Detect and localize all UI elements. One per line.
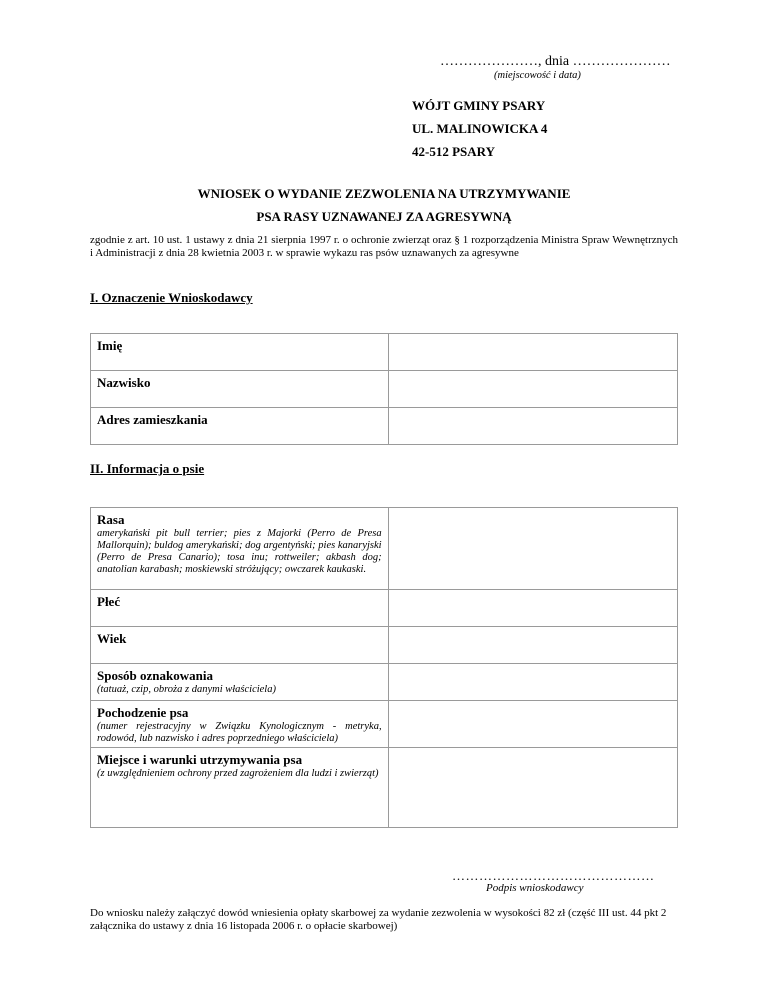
keeping-conditions-field[interactable]	[388, 748, 677, 828]
table-row	[91, 664, 678, 701]
first-name-label: Imię	[91, 334, 389, 371]
dog-info-table	[90, 507, 678, 828]
first-name-field[interactable]	[388, 334, 677, 371]
origin-label: Pochodzenie psa (numer rejestracyjny w Związku Kynologicznym - metryka, rodowód, lub nazwisko i adres poprzedniego właściciela)	[91, 701, 389, 748]
table-row	[91, 701, 678, 748]
section-dog-title: II. Informacja o psie	[90, 461, 205, 476]
table-row	[91, 334, 678, 371]
address-field[interactable]	[388, 408, 677, 445]
sex-field[interactable]	[388, 590, 677, 627]
table-row	[91, 371, 678, 408]
recipient-line-1: WÓJT GMINY PSARY	[412, 98, 546, 113]
keeping-conditions-hint: (z uwzględnieniem ochrony przed zagrożeniem dla ludzi i zwierząt)	[97, 768, 379, 779]
recipient-line-3: 42-512 PSARY	[412, 144, 495, 159]
marking-field[interactable]	[388, 664, 677, 701]
origin-hint: (numer rejestracyjny w Związku Kynologicznym - metryka, rodowód, lub nazwisko i adres poprzedniego właściciela)	[97, 721, 382, 744]
form-title-line-2: PSA RASY UZNAWANEJ ZA AGRESYWNĄ	[256, 209, 512, 224]
age-label: Wiek	[91, 627, 389, 664]
breed-field[interactable]	[388, 508, 677, 590]
place-date-caption: (miejscowość i data)	[494, 70, 581, 81]
signature-caption: Podpis wnioskodawcy	[486, 882, 584, 894]
sex-label: Płeć	[91, 590, 389, 627]
last-name-label: Nazwisko	[91, 371, 389, 408]
table-row	[91, 590, 678, 627]
table-row	[91, 408, 678, 445]
legal-basis: zgodnie z art. 10 ust. 1 ustawy z dnia 21 sierpnia 1997 r. o ochronie zwierząt oraz § 1 rozporządzenia Ministra Spraw Wewnętrznych i Administracji z dnia 28 kwietnia 2003 r. w sprawie wykazu ras psów uznawanych za agresywne	[90, 234, 678, 259]
place-date-line[interactable]: …………………, dnia …………………	[440, 54, 671, 69]
section-applicant-title: I. Oznaczenie Wnioskodawcy	[90, 290, 253, 305]
applicant-table	[90, 333, 678, 445]
breed-label: Rasa amerykański pit bull terrier; pies z Majorki (Perro de Presa Mallorquin); buldog amerykański; dog argentyński; pies kanaryjski (Perro de Presa Canario); tosa inu; rottweiler; akbash dog; anatolian karabash; moskiewski stróżujący; owczarek kaukaski.	[91, 508, 389, 590]
age-field[interactable]	[388, 627, 677, 664]
signature-line[interactable]: ………………………………………	[452, 868, 655, 883]
address-label: Adres zamieszkania	[91, 408, 389, 445]
keeping-conditions-label: Miejsce i warunki utrzymywania psa (z uwzględnieniem ochrony przed zagrożeniem dla ludzi i zwierząt)	[91, 748, 389, 828]
marking-hint: (tatuaż, czip, obroża z danymi właściciela)	[97, 684, 276, 695]
table-row	[91, 748, 678, 828]
last-name-field[interactable]	[388, 371, 677, 408]
table-row	[91, 508, 678, 590]
breed-hint: amerykański pit bull terrier; pies z Majorki (Perro de Presa Mallorquin); buldog amerykański; dog argentyński; pies kanaryjski (Perro de Presa Canario); tosa inu; rottweiler; akbash dog; anatolian karabash; moskiewski stróżujący; owczarek kaukaski.	[97, 528, 382, 575]
attachment-note: Do wniosku należy załączyć dowód wniesienia opłaty skarbowej za wydanie zezwolenia w wysokości 82 zł (część III ust. 44 pkt 2 załącznika do ustawy z dnia 16 listopada 2006 r. o opłacie skarbowej)	[90, 907, 667, 932]
marking-label: Sposób oznakowania (tatuaż, czip, obroża z danymi właściciela)	[91, 664, 389, 701]
form-title-line-1: WNIOSEK O WYDANIE ZEZWOLENIA NA UTRZYMYWANIE	[197, 186, 571, 201]
table-row	[91, 627, 678, 664]
recipient-line-2: UL. MALINOWICKA 4	[412, 121, 548, 136]
origin-field[interactable]	[388, 701, 677, 748]
